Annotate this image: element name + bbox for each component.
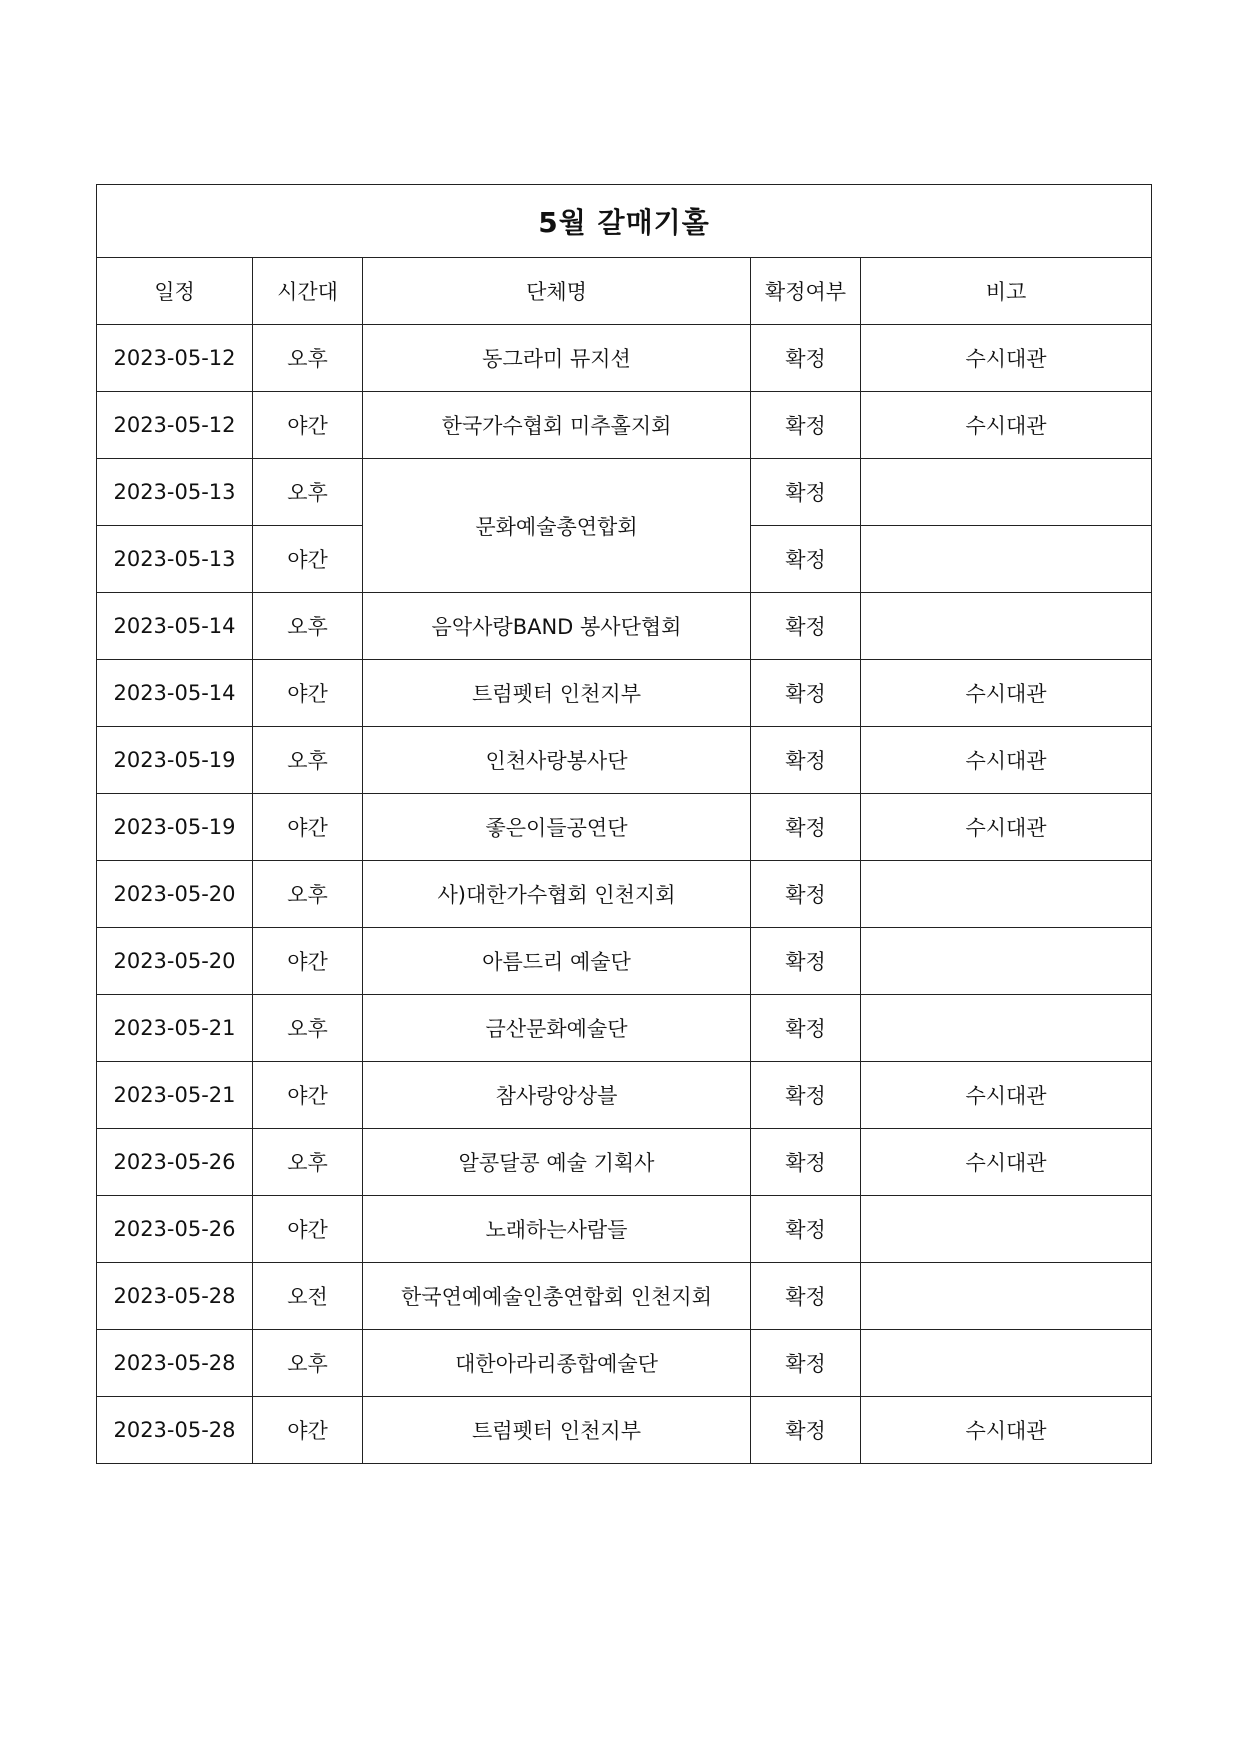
table-row (97, 459, 1152, 526)
confirm-cell: 확정 (751, 1263, 861, 1330)
confirm-cell: 확정 (751, 459, 861, 526)
table-row (97, 1196, 1152, 1263)
time-cell: 야간 (253, 660, 363, 727)
confirm-cell: 확정 (751, 526, 861, 593)
note-cell: 수시대관 (861, 1129, 1152, 1196)
org-cell: 동그라미 뮤지션 (363, 325, 751, 392)
table-title: 5월 갈매기홀 (97, 185, 1152, 258)
confirm-cell: 확정 (751, 794, 861, 861)
note-cell: 수시대관 (861, 794, 1152, 861)
confirm-cell: 확정 (751, 1397, 861, 1464)
date-cell: 2023-05-28 (97, 1263, 253, 1330)
org-cell: 사)대한가수협회 인천지회 (363, 861, 751, 928)
note-cell (861, 861, 1152, 928)
note-cell (861, 459, 1152, 526)
table-row (97, 593, 1152, 660)
time-cell: 야간 (253, 526, 363, 593)
time-cell: 오후 (253, 459, 363, 526)
date-cell: 2023-05-26 (97, 1129, 253, 1196)
date-cell: 2023-05-28 (97, 1397, 253, 1464)
date-cell: 2023-05-19 (97, 727, 253, 794)
time-cell: 야간 (253, 928, 363, 995)
time-cell: 오후 (253, 325, 363, 392)
confirm-cell: 확정 (751, 995, 861, 1062)
org-cell: 참사랑앙상블 (363, 1062, 751, 1129)
org-cell: 인천사랑봉사단 (363, 727, 751, 794)
org-cell: 한국연예예술인총연합회 인천지회 (363, 1263, 751, 1330)
schedule-table (96, 184, 1152, 1464)
time-cell: 오전 (253, 1263, 363, 1330)
org-cell: 트럼펫터 인천지부 (363, 660, 751, 727)
org-cell: 금산문화예술단 (363, 995, 751, 1062)
table-row (97, 1129, 1152, 1196)
org-cell: 대한아라리종합예술단 (363, 1330, 751, 1397)
header-confirm: 확정여부 (751, 258, 861, 325)
time-cell: 오후 (253, 727, 363, 794)
time-cell: 야간 (253, 1397, 363, 1464)
table-row (97, 861, 1152, 928)
note-cell (861, 995, 1152, 1062)
org-cell: 음악사랑BAND 봉사단협회 (363, 593, 751, 660)
table-row (97, 1330, 1152, 1397)
time-cell: 야간 (253, 1196, 363, 1263)
header-time: 시간대 (253, 258, 363, 325)
note-cell: 수시대관 (861, 727, 1152, 794)
table-row (97, 995, 1152, 1062)
table-row (97, 1397, 1152, 1464)
org-cell: 노래하는사람들 (363, 1196, 751, 1263)
header-date: 일정 (97, 258, 253, 325)
note-cell (861, 1196, 1152, 1263)
table-row (97, 794, 1152, 861)
time-cell: 야간 (253, 392, 363, 459)
date-cell: 2023-05-20 (97, 861, 253, 928)
table-row (97, 928, 1152, 995)
org-cell: 트럼펫터 인천지부 (363, 1397, 751, 1464)
note-cell: 수시대관 (861, 325, 1152, 392)
note-cell: 수시대관 (861, 660, 1152, 727)
confirm-cell: 확정 (751, 660, 861, 727)
date-cell: 2023-05-20 (97, 928, 253, 995)
confirm-cell: 확정 (751, 392, 861, 459)
table-row (97, 660, 1152, 727)
note-cell: 수시대관 (861, 1397, 1152, 1464)
table-row (97, 727, 1152, 794)
confirm-cell: 확정 (751, 1196, 861, 1263)
time-cell: 오후 (253, 593, 363, 660)
note-cell (861, 593, 1152, 660)
time-cell: 오후 (253, 995, 363, 1062)
table-row (97, 1263, 1152, 1330)
date-cell: 2023-05-28 (97, 1330, 253, 1397)
date-cell: 2023-05-12 (97, 325, 253, 392)
time-cell: 오후 (253, 861, 363, 928)
header-org: 단체명 (363, 258, 751, 325)
confirm-cell: 확정 (751, 325, 861, 392)
confirm-cell: 확정 (751, 727, 861, 794)
confirm-cell: 확정 (751, 593, 861, 660)
time-cell: 야간 (253, 1062, 363, 1129)
confirm-cell: 확정 (751, 861, 861, 928)
time-cell: 오후 (253, 1330, 363, 1397)
time-cell: 오후 (253, 1129, 363, 1196)
date-cell: 2023-05-14 (97, 593, 253, 660)
date-cell: 2023-05-21 (97, 1062, 253, 1129)
table-row (97, 325, 1152, 392)
date-cell: 2023-05-12 (97, 392, 253, 459)
date-cell: 2023-05-14 (97, 660, 253, 727)
note-cell (861, 526, 1152, 593)
date-cell: 2023-05-26 (97, 1196, 253, 1263)
confirm-cell: 확정 (751, 1062, 861, 1129)
header-note: 비고 (861, 258, 1152, 325)
note-cell (861, 928, 1152, 995)
date-cell: 2023-05-19 (97, 794, 253, 861)
time-cell: 야간 (253, 794, 363, 861)
org-cell-merged: 문화예술총연합회 (363, 459, 751, 593)
note-cell: 수시대관 (861, 392, 1152, 459)
org-cell: 좋은이들공연단 (363, 794, 751, 861)
title-row (97, 185, 1152, 258)
note-cell (861, 1263, 1152, 1330)
header-row (97, 258, 1152, 325)
confirm-cell: 확정 (751, 1129, 861, 1196)
table-row (97, 1062, 1152, 1129)
confirm-cell: 확정 (751, 928, 861, 995)
note-cell (861, 1330, 1152, 1397)
note-cell: 수시대관 (861, 1062, 1152, 1129)
org-cell: 알콩달콩 예술 기획사 (363, 1129, 751, 1196)
date-cell: 2023-05-21 (97, 995, 253, 1062)
org-cell: 한국가수협회 미추홀지회 (363, 392, 751, 459)
date-cell: 2023-05-13 (97, 526, 253, 593)
date-cell: 2023-05-13 (97, 459, 253, 526)
table-row (97, 392, 1152, 459)
org-cell: 아름드리 예술단 (363, 928, 751, 995)
confirm-cell: 확정 (751, 1330, 861, 1397)
